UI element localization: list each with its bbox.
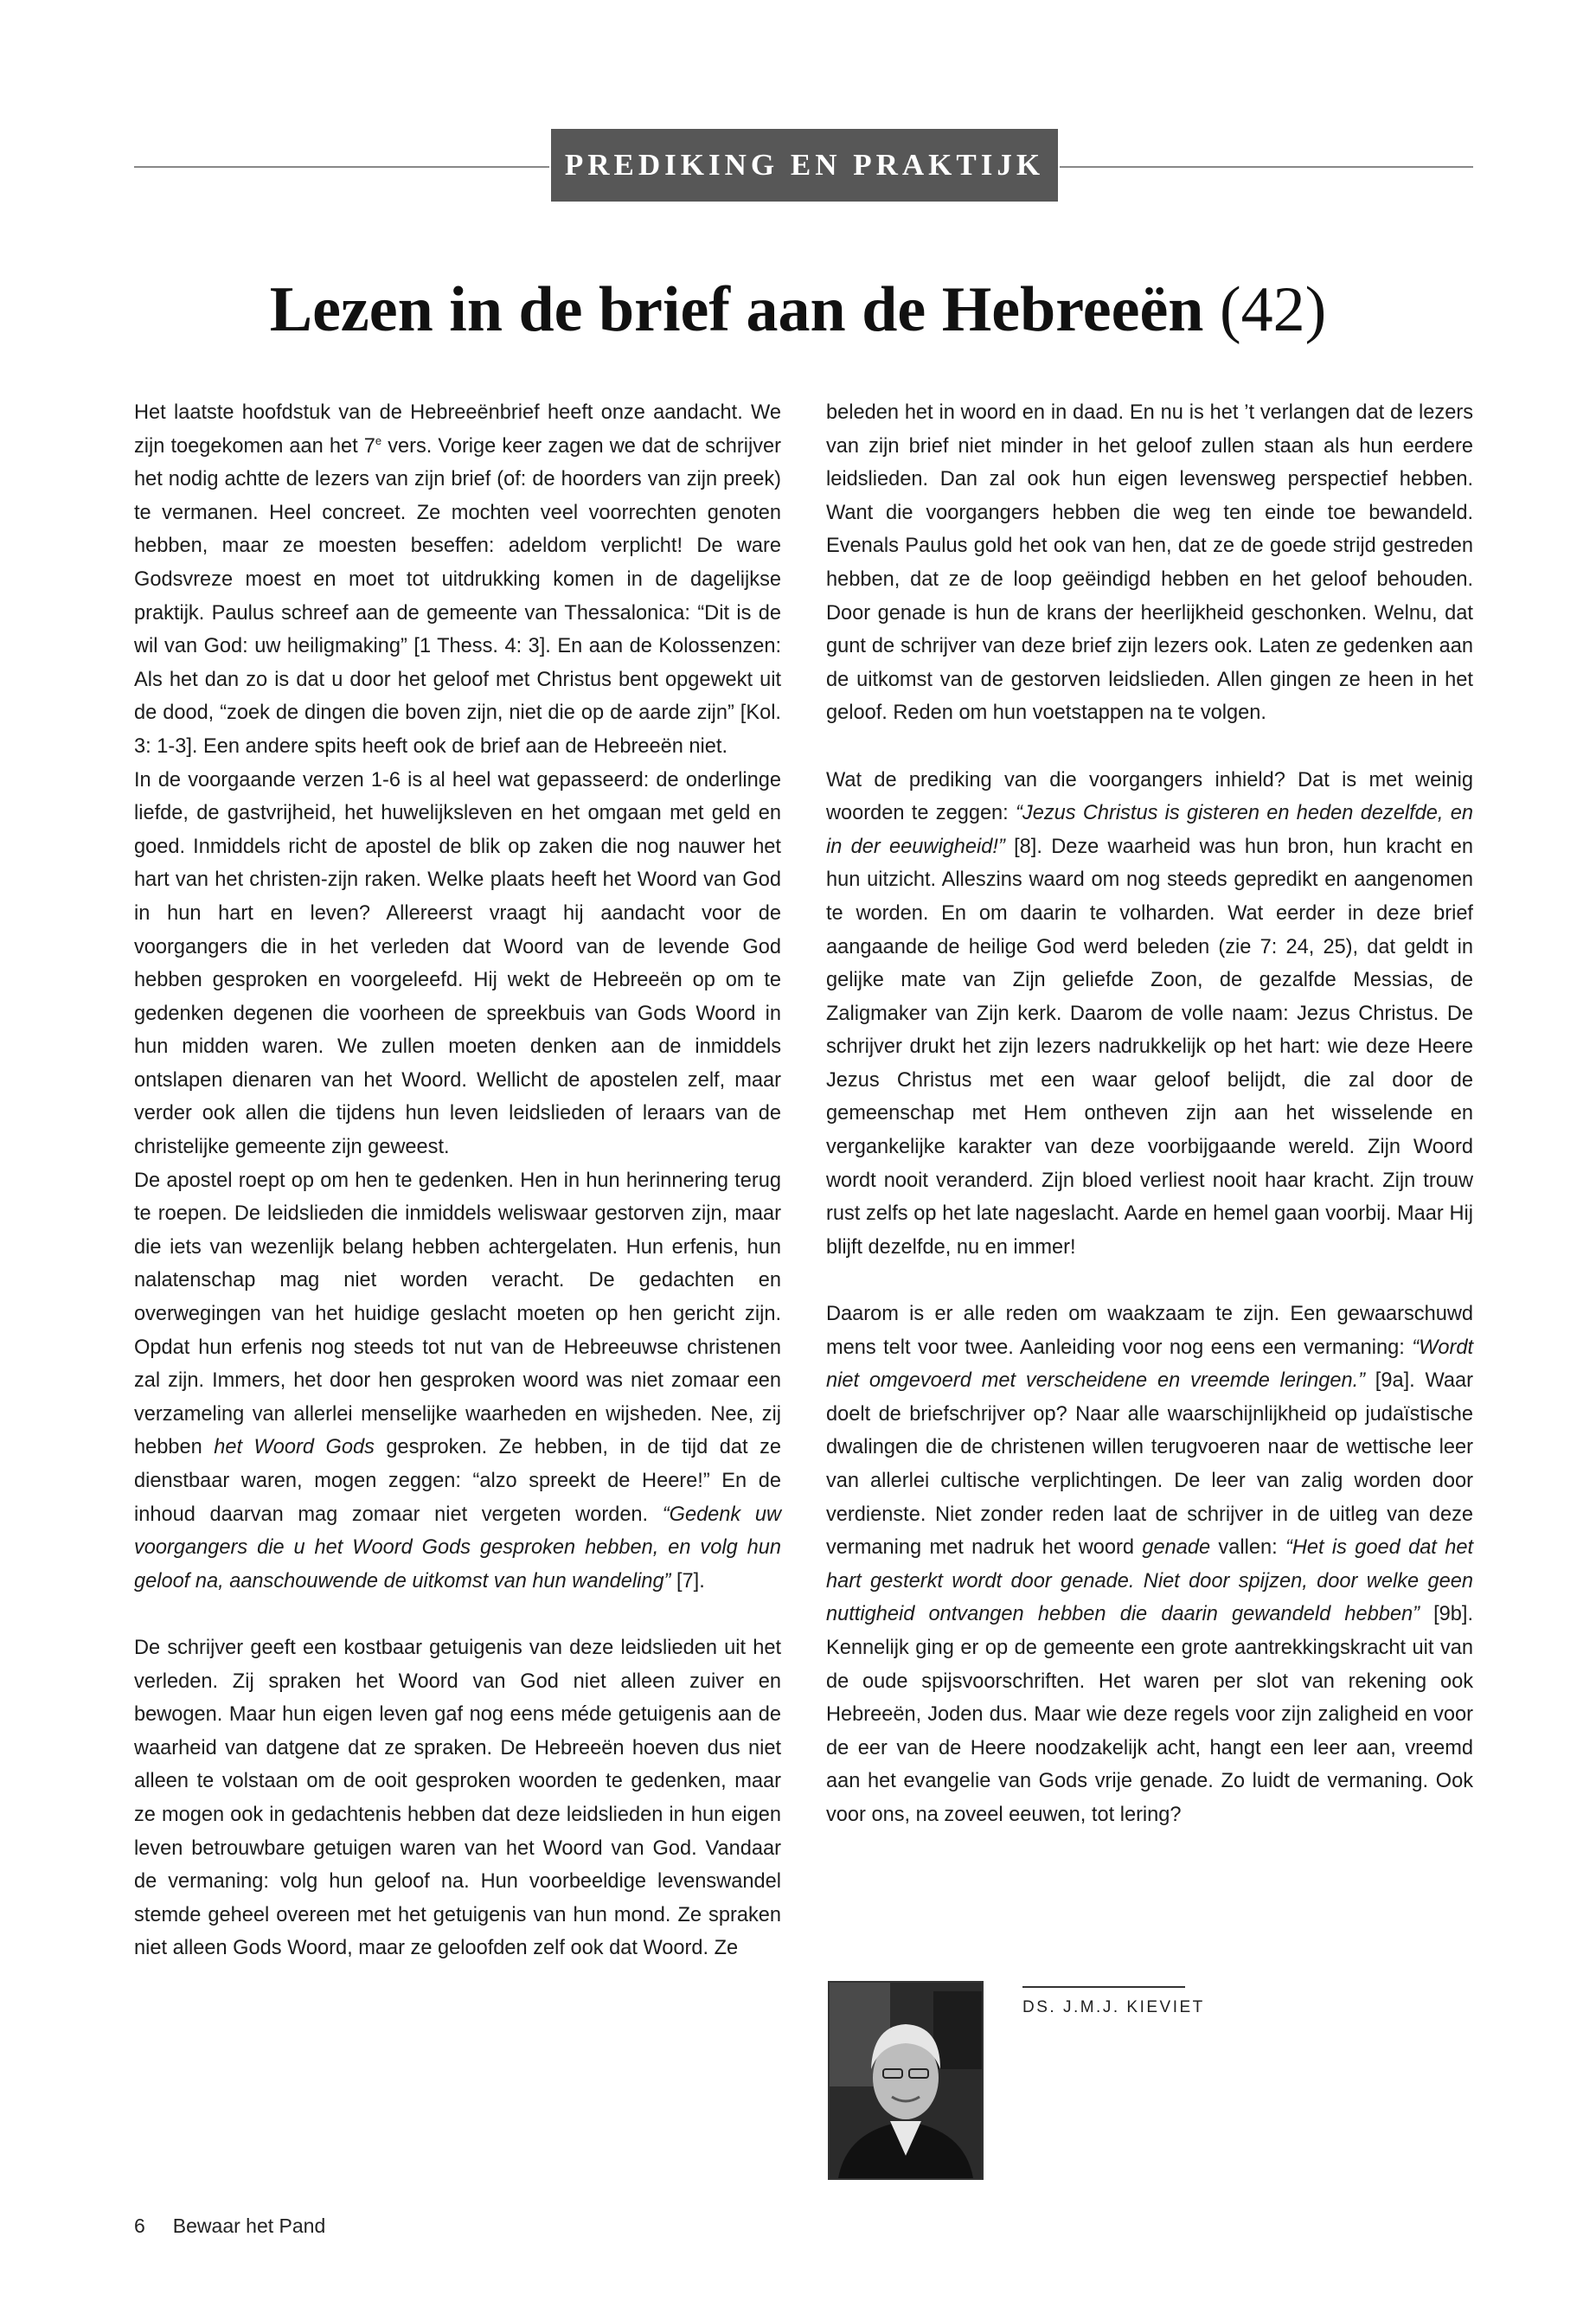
text: [8]. Deze waarheid was hun bron, hun kracht en hun uitzicht. Alleszins waard om nog steeds gepredikt en aangenomen te worden. En om daarin te volharden. Wat eerder in deze brief aangaande de heilige God werd beleden (zie 7: 24, 25), dat geldt in gelijke mate van Zijn geliefde Zoon, de gezalfde Messias, de Zaligmaker van Zijn kerk. Daarom de volle naam: Jezus Christus. De schrijver drukt het zijn lezers nadrukkelijk op het hart: wie deze Heere Jezus Christus met een waar geloof belijdt, die zal door de gemeenschap met Hem ontheven zijn aan het wisselende en vergankelijke karakter van deze voorbijgaande wereld. Zijn Woord wordt nooit veranderd. Zijn bloed verliest nooit haar kracht. Zijn trouw rust zelfs op het late nageslacht. Aarde en hemel gaan voorbij. Maar Hij blijft dezelfde, nu en immer! (826, 835, 1473, 1259)
paragraph: beleden het in woord en in daad. En nu is het ’t verlangen dat de lezers van zijn brief niet minder in het geloof zullen staan als hun eerdere leidslieden. Dan zal ook hun eigen levensweg perspectief hebben. Want die voorgangers hebben die weg ten einde toe bewandeld. Evenals Paulus gold het ook van hen, dat ze de goede strijd gestreden hebben, dat ze de loop geëindigd hebben en het geloof behouden. Door genade is hun de krans der heerlijkheid geschonken. Welnu, dat gunt de schrijver van deze brief zijn lezers ook. Laten ze gedenken aan de uitkomst van de gestorven leidslieden. Allen gingen ze heen in het geloof. Reden om hun voetstappen na te volgen. (826, 401, 1473, 725)
paragraph: De schrijver geeft een kostbaar getuigenis van deze leidslieden uit het verleden. Zij spraken het Woord van God niet alleen zuiver en bewogen. Maar hun eigen leven gaf nog eens méde getuigenis aan de waarheid van datgene dat ze spraken. De Hebreeën hoeven dus niet alleen te volstaan om de ooit gesproken woorden te gedenken, maar ze mogen ook in gedachtenis hebben dat deze leidslieden in hun eigen leven betrouwbare getuigen waren van het Woord van God. Vandaar de vermaning: volg hun geloof na. Hun voorbeeldige levenswandel stemde geheel overeen met het getuigenis van hun mond. Ze spraken niet alleen Gods Woord, maar ze geloofden zelf ook dat Woord. Ze (134, 1636, 781, 1960)
italic-quote: “Het is goed dat het hart gesterkt wordt door genade. Niet door spijzen, door welke geen nuttigheid ontvangen hebben die daarin gewandeld hebben” (826, 1536, 1473, 1626)
article-title (0, 270, 1596, 349)
article-column-right (826, 396, 1473, 1832)
page-footer (134, 2214, 325, 2238)
signature-rule (1022, 1986, 1185, 1988)
text: vallen: (1210, 1536, 1285, 1560)
article-title-text: Lezen in de brief aan de Hebreeën (269, 274, 1204, 345)
text: [9b]. Kennelijk ging er op de gemeente een grote aantrekkingskracht uit van de oude spijsvoorschriften. Het waren per slot van rekening ook Hebreeën, Joden dus. Maar wie deze regels voor zijn zaligheid en voor de eer van de Heere noodzakelijk acht, hangt een leer aan, vreemd aan het evangelie van Gods vrije genade. Zo luidt de vermaning. Ook voor ons, na zoveel eeuwen, tot lering? (826, 1603, 1473, 1826)
italic-quote: “Wordt niet omgevoerd met verscheidene en vreemde leringen.” (826, 1336, 1473, 1393)
paragraph (134, 396, 781, 764)
italic-quote: “Jezus Christus is gisteren en heden dezelfde, en in der eeuwigheid!” (826, 802, 1473, 858)
author-portrait-image (830, 1983, 982, 2178)
italic-quote: “Gedenk uw voorgangers die u het Woord Gods gesproken hebben, en volg hun geloof na, aanschouwende de uitkomst van hun wandeling” (134, 1503, 781, 1593)
text: vers. Vorige keer zagen we dat de schrijver het nodig achtte de lezers van zijn brief (of: de hoorders van zijn preek) te vermanen. Heel concreet. Ze mochten veel voorrechten genoten hebben, maar ze moesten beseffen: adeldom verplicht! De ware Godsvreze moest en moet tot uitdrukking komen in de dagelijkse praktijk. Paulus schreef aan de gemeente van Thessalonica: “Dit is de wil van God: uw heiligmaking” [1 Thess. 4: 3]. En aan de Kolossenzen: Als het dan zo is dat u door het geloof met Christus bent opgewekt uit de dood, “zoek de dingen die boven zijn, niet die op de aarde zijn” [Kol. 3: 1-3]. Een andere spits heeft ook de brief aan de Hebreeën niet. (134, 434, 781, 758)
italic-text: genade (1142, 1536, 1211, 1560)
author-photo (828, 1981, 984, 2180)
text: Wat de prediking van die voorgangers inhield? Dat is met weinig woorden te zeggen: (826, 768, 1473, 825)
superscript: e (375, 433, 382, 447)
text: gesproken. Ze hebben, in de tijd dat ze dienstbaar waren, mogen zeggen: “alzo spreekt de Heere!” En de inhoud daarvan mag zomaar niet vergeten worden. (134, 1436, 781, 1526)
paragraph (134, 1164, 781, 1599)
paragraph (826, 764, 1473, 1265)
text: [7]. (670, 1569, 705, 1593)
text: [9a]. Waar doelt de briefschrijver op? Naar alle waarschijnlijkheid op judaïstische dwalingen die de christenen willen terugvoeren naar de wettische leer van allerlei cultische verplichtingen. De leer van zalig worden door verdienste. Niet zonder reden laat de schrijver in de uitleg van deze vermaning met nadruk het woord (826, 1369, 1473, 1560)
header-rule-left (134, 166, 549, 168)
header-rule-right (1060, 166, 1473, 168)
text: Daarom is er alle reden om waakzaam te zijn. Een gewaarschuwd mens telt voor twee. Aanleiding voor nog eens een vermaning: (826, 1303, 1473, 1359)
author-signature: DS. J.M.J. KIEVIET (1022, 1998, 1205, 2016)
publication-name: Bewaar het Pand (172, 2214, 326, 2237)
article-title-number: (42) (1219, 274, 1327, 345)
page-number: 6 (134, 2214, 145, 2237)
paragraph: In de voorgaande verzen 1-6 is al heel wat gepasseerd: de onderlinge liefde, de gastvrijheid, het huwelijksleven en het omgaan met geld en goed. Inmiddels richt de apostel de blik op zaken die nog nauwer het hart van het christen-zijn raken. Welke plaats heeft het Woord van God in hun hart en leven? Allereerst vraagt hij aandacht voor de voorgangers die in het verleden dat Woord van de levende God hebben gesproken en voorgeleefd. Hij wekt de Hebreeën op om te gedenken degenen die voorheen de spreekbuis van Gods Woord in hun midden waren. We zullen moeten denken aan de inmiddels ontslapen dienaren van het Woord. Wellicht de apostelen zelf, maar verder ook allen die tijdens hun leven leidslieden of leraars van de christelijke gemeente zijn geweest. (134, 768, 781, 1159)
section-label: PREDIKING EN PRAKTIJK (551, 129, 1058, 202)
text: Het laatste hoofdstuk van de Hebreeënbrief heeft onze aandacht. We zijn toegekomen aan het 7 (134, 401, 781, 458)
text: De apostel roept op om hen te gedenken. Hen in hun herinnering terug te roepen. De leidslieden die inmiddels weliswaar gestorven zijn, maar die iets van wezenlijk belang hebben achtergelaten. Hun erfenis, hun nalatenschap mag niet worden veracht. De gedachten en overwegingen van het huidige geslacht moeten op hen gericht zijn. Opdat hun erfenis nog steeds tot nut van de Hebreeuwse christenen zal zijn. Immers, het door hen gesproken woord was niet zomaar een verzameling van allerlei menselijke waarheden en wijsheden. Nee, zij hebben (134, 1169, 781, 1459)
italic-text: het Woord Gods (214, 1436, 375, 1459)
paragraph (826, 1298, 1473, 1832)
article-column-left (134, 396, 781, 1965)
